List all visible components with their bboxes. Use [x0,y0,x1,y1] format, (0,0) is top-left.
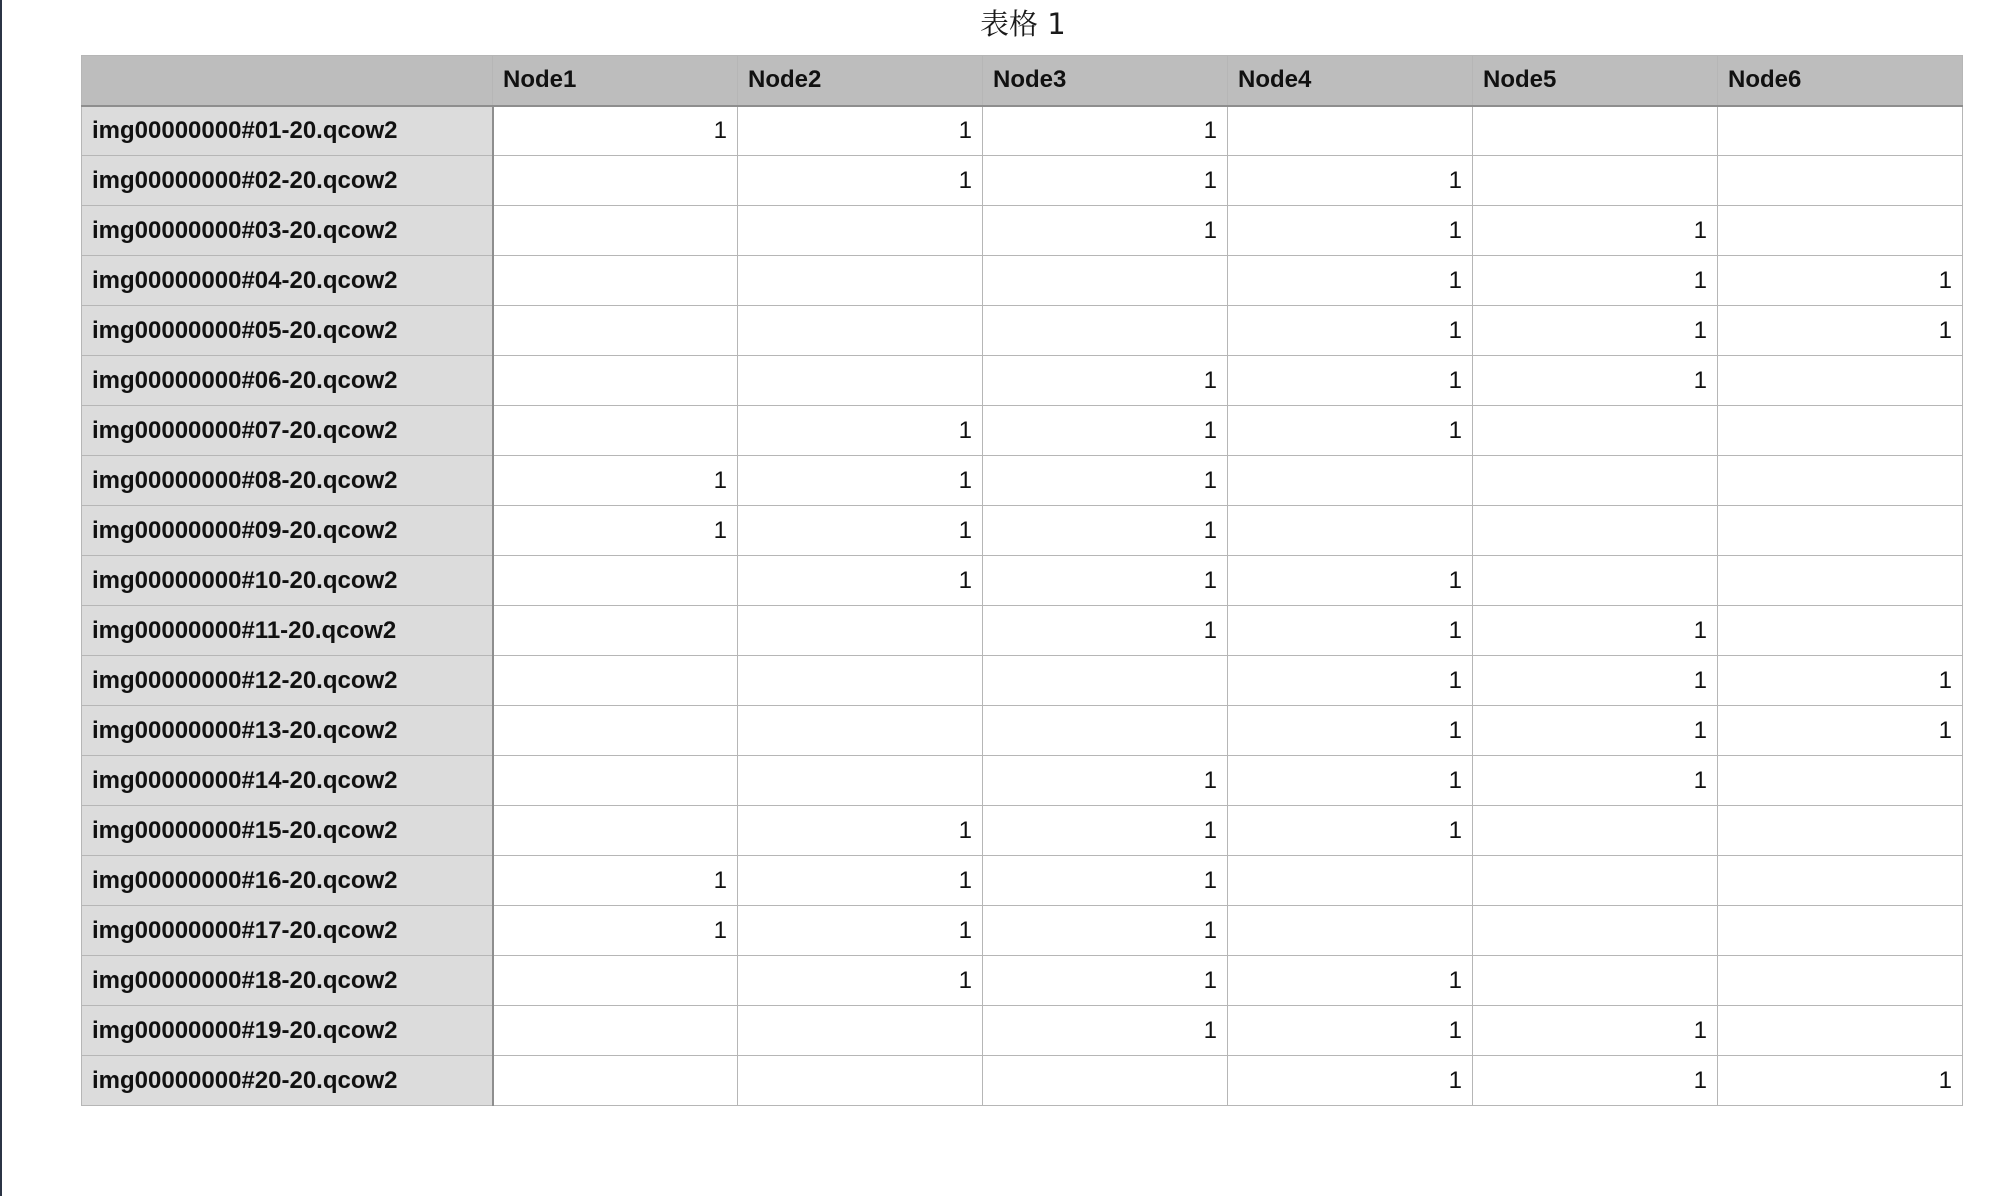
row-header[interactable]: img00000000#15-20.qcow2 [82,806,493,856]
table-cell[interactable]: 1 [1473,756,1718,806]
table-row [82,906,1963,956]
table-cell[interactable]: 1 [983,856,1228,906]
table-cell[interactable] [1473,806,1718,856]
row-header[interactable]: img00000000#05-20.qcow2 [82,306,493,356]
table-cell[interactable] [493,356,738,406]
column-header[interactable]: Node5 [1473,56,1718,106]
table-cell[interactable] [493,556,738,606]
table-cell[interactable]: 1 [1473,1056,1718,1106]
table-cell[interactable] [1473,856,1718,906]
table-row [82,506,1963,556]
table-cell[interactable] [1718,556,1963,606]
table-cell[interactable] [1473,406,1718,456]
table-cell[interactable]: 1 [1473,1006,1718,1056]
table-cell[interactable] [493,306,738,356]
table-cell[interactable]: 1 [738,956,983,1006]
table-cell[interactable]: 1 [983,356,1228,406]
table-cell[interactable] [1718,756,1963,806]
table-cell[interactable] [1718,206,1963,256]
table-cell[interactable] [738,1006,983,1056]
table-cell[interactable] [1473,506,1718,556]
table-cell[interactable] [1473,906,1718,956]
column-header[interactable]: Node4 [1228,56,1473,106]
table-cell[interactable]: 1 [738,106,983,156]
table-cell[interactable] [1718,956,1963,1006]
table-row [82,456,1963,506]
table-cell[interactable] [1473,156,1718,206]
table-cell[interactable]: 1 [1228,806,1473,856]
table-cell[interactable]: 1 [983,956,1228,1006]
table-cell[interactable]: 1 [1718,256,1963,306]
table-cell[interactable] [493,406,738,456]
table-cell[interactable] [1228,856,1473,906]
table-cell[interactable]: 1 [983,206,1228,256]
table-cell[interactable] [738,206,983,256]
table-cell[interactable]: 1 [983,506,1228,556]
table-cell[interactable]: 1 [983,106,1228,156]
table-cell[interactable]: 1 [738,856,983,906]
table-cell[interactable]: 1 [738,906,983,956]
table-cell[interactable]: 1 [983,756,1228,806]
row-header[interactable]: img00000000#02-20.qcow2 [82,156,493,206]
table-cell[interactable]: 1 [1228,356,1473,406]
table-cell[interactable]: 1 [738,806,983,856]
table-cell[interactable] [1228,456,1473,506]
table-cell[interactable]: 1 [1718,706,1963,756]
table-cell[interactable] [1718,606,1963,656]
table-cell[interactable]: 1 [493,106,738,156]
table-cell[interactable]: 1 [983,606,1228,656]
table-cell[interactable]: 1 [738,406,983,456]
table-row [82,556,1963,606]
table-cell[interactable]: 1 [738,556,983,606]
table-cell[interactable] [493,756,738,806]
table-cell[interactable] [493,956,738,1006]
table-cell[interactable]: 1 [1228,606,1473,656]
table-cell[interactable]: 1 [1473,356,1718,406]
table-cell[interactable] [738,756,983,806]
table-cell[interactable] [738,656,983,706]
table-cell[interactable] [983,656,1228,706]
row-header[interactable]: img00000000#19-20.qcow2 [82,1006,493,1056]
table-cell[interactable] [983,1056,1228,1106]
table-cell[interactable] [1228,506,1473,556]
table-cell[interactable] [493,256,738,306]
row-header[interactable]: img00000000#03-20.qcow2 [82,206,493,256]
table-cell[interactable] [738,256,983,306]
table-cell[interactable] [738,356,983,406]
table-cell[interactable]: 1 [1228,656,1473,706]
table-cell[interactable]: 1 [1473,606,1718,656]
table-row [82,956,1963,1006]
table-cell[interactable]: 1 [983,406,1228,456]
table-cell[interactable] [1473,556,1718,606]
table-cell[interactable] [1473,456,1718,506]
table-cell[interactable]: 1 [493,906,738,956]
table-cell[interactable] [1473,106,1718,156]
table-cell[interactable]: 1 [1473,256,1718,306]
table-cell[interactable] [1718,1006,1963,1056]
table-row [82,306,1963,356]
table-cell[interactable]: 1 [983,1006,1228,1056]
table-cell[interactable] [983,706,1228,756]
table-cell[interactable] [493,156,738,206]
table-cell[interactable]: 1 [983,906,1228,956]
table-cell[interactable] [493,606,738,656]
table-row [82,856,1963,906]
table-cell[interactable]: 1 [983,456,1228,506]
table-cell[interactable]: 1 [1473,656,1718,706]
table-cell[interactable] [1718,456,1963,506]
table-row [82,106,1963,156]
row-header[interactable]: img00000000#08-20.qcow2 [82,456,493,506]
row-header[interactable]: img00000000#17-20.qcow2 [82,906,493,956]
row-header[interactable]: img00000000#13-20.qcow2 [82,706,493,756]
table-row [82,206,1963,256]
table-cell[interactable] [1228,906,1473,956]
table-row [82,156,1963,206]
table-cell[interactable]: 1 [1473,306,1718,356]
table-cell[interactable]: 1 [493,456,738,506]
table-cell[interactable]: 1 [1228,306,1473,356]
window-left-edge [0,0,2,1196]
table-cell[interactable]: 1 [738,456,983,506]
table-cell[interactable]: 1 [738,506,983,556]
column-header[interactable]: Node1 [493,56,738,106]
table-cell[interactable]: 1 [493,856,738,906]
table-row [82,1006,1963,1056]
table-cell[interactable] [493,1056,738,1106]
table-cell[interactable]: 1 [1228,156,1473,206]
table-cell[interactable] [1718,806,1963,856]
table-cell[interactable] [1718,406,1963,456]
table-cell[interactable] [493,806,738,856]
table-cell[interactable]: 1 [1228,756,1473,806]
table-cell[interactable]: 1 [1228,1006,1473,1056]
table-cell[interactable] [738,606,983,656]
table-cell[interactable] [493,1006,738,1056]
table-cell[interactable] [493,206,738,256]
table-cell[interactable]: 1 [983,156,1228,206]
column-header[interactable]: Node2 [738,56,983,106]
row-header[interactable]: img00000000#18-20.qcow2 [82,956,493,1006]
header-corner-cell[interactable] [82,56,493,106]
table-cell[interactable] [983,306,1228,356]
table-cell[interactable]: 1 [1473,706,1718,756]
column-header[interactable]: Node3 [983,56,1228,106]
table-cell[interactable]: 1 [1228,956,1473,1006]
table-cell[interactable]: 1 [1473,206,1718,256]
table-body [82,106,1963,1106]
table-row [82,756,1963,806]
table-cell[interactable] [1473,956,1718,1006]
table-cell[interactable]: 1 [738,156,983,206]
table-cell[interactable] [493,706,738,756]
table-cell[interactable] [738,1056,983,1106]
table-cell[interactable] [1228,106,1473,156]
table-cell[interactable]: 1 [1228,206,1473,256]
table-cell[interactable]: 1 [1228,706,1473,756]
row-header[interactable]: img00000000#11-20.qcow2 [82,606,493,656]
table-row [82,606,1963,656]
table-cell[interactable] [1718,506,1963,556]
table-cell[interactable] [983,256,1228,306]
table-cell[interactable]: 1 [983,806,1228,856]
table-cell[interactable]: 1 [1228,406,1473,456]
row-header[interactable]: img00000000#01-20.qcow2 [82,106,493,156]
row-header[interactable]: img00000000#09-20.qcow2 [82,506,493,556]
row-header[interactable]: img00000000#10-20.qcow2 [82,556,493,606]
table-cell[interactable] [738,706,983,756]
table-cell[interactable] [1718,906,1963,956]
table-cell[interactable] [1718,106,1963,156]
table-row [82,656,1963,706]
table-cell[interactable]: 1 [1228,256,1473,306]
row-header[interactable]: img00000000#16-20.qcow2 [82,856,493,906]
table-row [82,1056,1963,1106]
row-header[interactable]: img00000000#06-20.qcow2 [82,356,493,406]
table-cell[interactable]: 1 [1228,1056,1473,1106]
table-cell[interactable]: 1 [1228,556,1473,606]
table-cell[interactable] [1718,156,1963,206]
table-row [82,356,1963,406]
table-cell[interactable] [738,306,983,356]
table-cell[interactable]: 1 [1718,656,1963,706]
header-row [82,56,1963,106]
table-row [82,256,1963,306]
table-cell[interactable] [1718,856,1963,906]
table-cell[interactable]: 1 [983,556,1228,606]
row-header[interactable]: img00000000#07-20.qcow2 [82,406,493,456]
table-cell[interactable]: 1 [1718,306,1963,356]
data-table [81,55,1963,1106]
column-header[interactable]: Node6 [1718,56,1963,106]
row-header[interactable]: img00000000#14-20.qcow2 [82,756,493,806]
table-cell[interactable] [1718,356,1963,406]
table-cell[interactable]: 1 [493,506,738,556]
table-cell[interactable] [493,656,738,706]
table-row [82,806,1963,856]
row-header[interactable]: img00000000#20-20.qcow2 [82,1056,493,1106]
row-header[interactable]: img00000000#12-20.qcow2 [82,656,493,706]
table-row [82,406,1963,456]
row-header[interactable]: img00000000#04-20.qcow2 [82,256,493,306]
table-row [82,706,1963,756]
table-cell[interactable]: 1 [1718,1056,1963,1106]
